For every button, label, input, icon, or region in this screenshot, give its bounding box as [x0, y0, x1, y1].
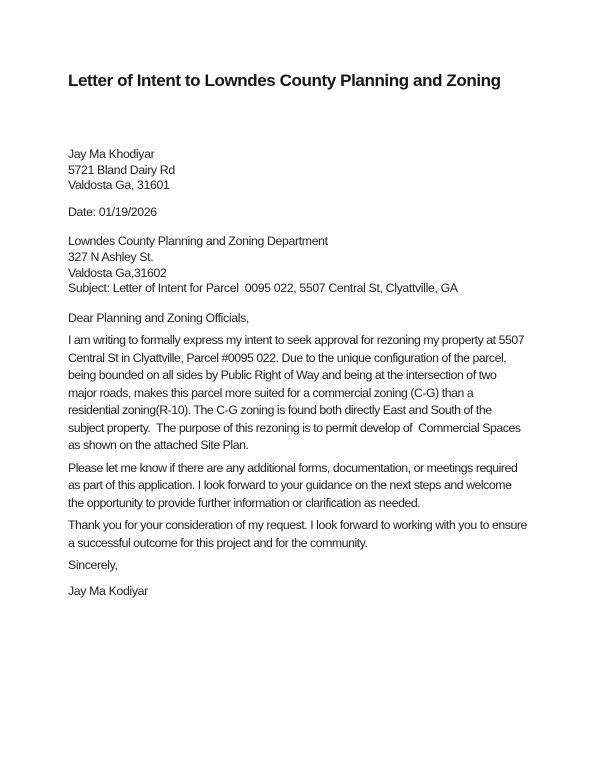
body-paragraph [68, 517, 542, 552]
sender-name: Jay Ma Khodiyar [68, 147, 155, 161]
sender-address-line: 5721 Bland Dairy Rd [68, 162, 175, 177]
recipient-address-line: Valdosta Ga,31602 [68, 265, 167, 280]
recipient-name: Lowndes County Planning and Zoning Department [68, 234, 328, 249]
body-paragraph [68, 460, 542, 513]
sender-block [68, 147, 542, 194]
salutation: Dear Planning and Zoning Officials, [68, 310, 249, 325]
closing: Sincerely, [68, 558, 118, 573]
paragraph-line: Thank you for your consideration of my request. I look forward to working with you to ensure [68, 518, 527, 533]
sender-address-line: Valdosta Ga, 31601 [68, 178, 170, 193]
paragraph-line: as shown on the attached Site Plan. [68, 438, 249, 453]
paragraph-line: I am writing to formally express my intent to seek approval for rezoning my property at 5507 [68, 333, 525, 348]
paragraph-line: Please let me know if there are any additional forms, documentation, or meetings required [68, 460, 518, 475]
paragraph-line: subject property. The purpose of this rezoning is to permit develop of Commercial Spaces [68, 420, 521, 435]
paragraph-line: the opportunity to provide further information or clarification as needed. [68, 495, 421, 510]
paragraph-line: Central St in Clyattville, Parcel #0095 022. Due to the unique configuration of the parcel, [68, 350, 507, 365]
letter-body [68, 332, 542, 552]
paragraph-line: a successful outcome for this project and for the community. [68, 535, 368, 550]
paragraph-line: as part of this application. I look forward to your guidance on the next steps and welcome [68, 478, 512, 493]
subject-line: Subject: Letter of Intent for Parcel 0095 022, 5507 Central St, Clyattville, GA [68, 281, 458, 296]
body-paragraph [68, 332, 542, 455]
paragraph-line: being bounded on all sides by Public Right of Way and being at the intersection of two [68, 368, 497, 383]
recipient-address-line: 327 N Ashley St. [68, 249, 154, 264]
letter-title: Letter of Intent to Lowndes County Planning and Zoning [68, 71, 501, 90]
signature-name: Jay Ma Kodiyar [68, 583, 148, 598]
date-line: Date: 01/19/2026 [68, 204, 157, 219]
paragraph-line: residential zoning(R-10). The C-G zoning is found both directly East and South of the [68, 403, 492, 418]
paragraph-line: major roads, makes this parcel more suited for a commercial zoning (C-G) than a [68, 385, 474, 400]
recipient-block [68, 234, 542, 296]
